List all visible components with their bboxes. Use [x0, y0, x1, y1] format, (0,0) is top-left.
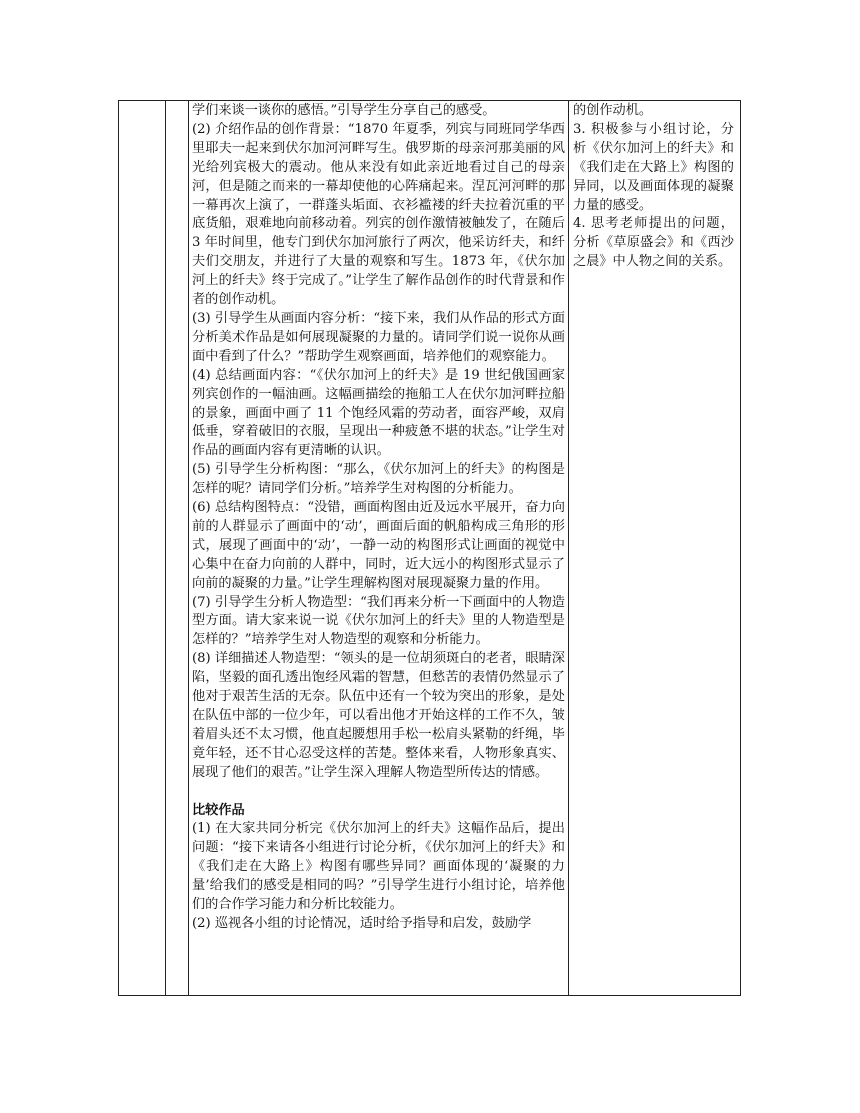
main-paragraph: (1) 在大家共同分析完《伏尔加河上的纤夫》这幅作品后，提出问题：“接下来请各小组进行讨论分析，《伏尔加河上的纤夫》和《我们走在大路上》构图有哪些异同？画面体现的‘凝聚的力量’给我们的感受是相同的吗？”引导学生进行小组讨论，培养他们的合作学习能力和分析比较能力。	[192, 821, 565, 913]
main-paragraph: 学们来谈一谈你的感悟。”引导学生分享自己的感受。	[192, 103, 496, 118]
main-paragraph: (4) 总结画面内容：“《伏尔加河上的纤夫》是 19 世纪俄国画家列宾创作的一幅油画。这幅画描绘的拖船工人在伏尔加河畔拉船的景象，画面中画了 11 个饱经风霜的劳动者，面容严峻，双肩低垂，穿着破旧的衣服，呈现出一种疲惫不堪的状态。”让学生对作品的画面内容有更清晰的认识。	[192, 367, 565, 459]
column-divider-1	[165, 101, 166, 995]
student-activity-cell	[568, 101, 740, 272]
section-heading: 比较作品	[192, 802, 245, 818]
student-paragraph: 的创作动机。	[573, 103, 653, 118]
main-paragraph: (6) 总结构图特点：“没错，画面构图由近及远水平展开，奋力向前的人群显示了画面中的‘动’，画面后面的帆船构成三角形的形式，展现了画面中的‘动’，一静一动的构图形式让画面的视觉中心集中在奋力向前的人群中，同时，近大远小的构图形式显示了向前的凝聚的力量。”让学生理解构图对展现凝聚力量的作用。	[192, 500, 565, 591]
lesson-plan-table	[118, 100, 741, 996]
main-paragraph: (8) 详细描述人物造型：“领头的是一位胡须斑白的老者，眼睛深陷，坚毅的面孔透出饱经风霜的智慧，但愁苦的表情仍然显示了他对于艰苦生活的无奈。队伍中还有一个较为突出的形象，是处在队伍中部的一位少年，可以看出他才开始这样的工作不久，皱着眉头还不太习惯，他直起腰想用手松一松肩头紧勒的纤绳，毕竟年轻，还不甘心忍受这样的苦楚。整体来看，人物形象真实、展现了他们的艰苦。”让学生深入理解人物造型所传达的情感。	[192, 651, 565, 780]
teacher-activity-cell	[188, 101, 568, 934]
main-paragraph: (2) 巡视各小组的讨论情况，适时给予指导和启发，鼓励学	[192, 915, 532, 931]
blank-line	[192, 783, 565, 802]
main-paragraph: (5) 引导学生分析构图：“那么，《伏尔加河上的纤夫》的构图是怎样的呢？请同学们分析。”培养学生对构图的分析能力。	[192, 462, 565, 497]
main-paragraph: (3) 引导学生从画面内容分析：“接下来，我们从作品的形式方面分析美术作品是如何展现凝聚的力量的。请同学们说一说你从画面中看到了什么？”帮助学生观察画面，培养他们的观察能力。	[192, 310, 565, 364]
main-paragraph: (7) 引导学生分析人物造型：“我们再来分析一下画面中的人物造型方面。请大家来说一说《伏尔加河上的纤夫》里的人物造型是怎样的？”培养学生对人物造型的观察和分析能力。	[192, 594, 565, 648]
student-paragraph: 4. 思考老师提出的问题，分析《草原盛会》和《西沙之晨》中人物之间的关系。	[573, 216, 734, 270]
student-paragraph: 3. 积极参与小组讨论，分析《伏尔加河上的纤夫》和《我们走在大路上》构图的异同，以及画面体现的凝聚力量的感受。	[573, 121, 734, 213]
main-paragraph: (2) 介绍作品的创作背景：“1870 年夏季，列宾与同班同学华西里耶夫一起来到伏尔加河河畔写生。俄罗斯的母亲河那美丽的风光给列宾极大的震动。他从来没有如此亲近地看过自己的母亲河，但是随之而来的一幕却使他的心阵痛起来。涅瓦河河畔的那一幕再次上演了，一群蓬头垢面、衣衫褴褛的纤夫拉着沉重的平底货船，艰难地向前移动着。列宾的创作激情被触发了，在随后 3 年时间里，他专门到伏尔加河旅行了两次，他采访纤夫，和纤夫们交朋友，并进行了大量的观察和写生。1873 年，《伏尔加河上的纤夫》终于完成了。”让学生了解作品创作的时代背景和作者的创作动机。	[192, 121, 565, 308]
